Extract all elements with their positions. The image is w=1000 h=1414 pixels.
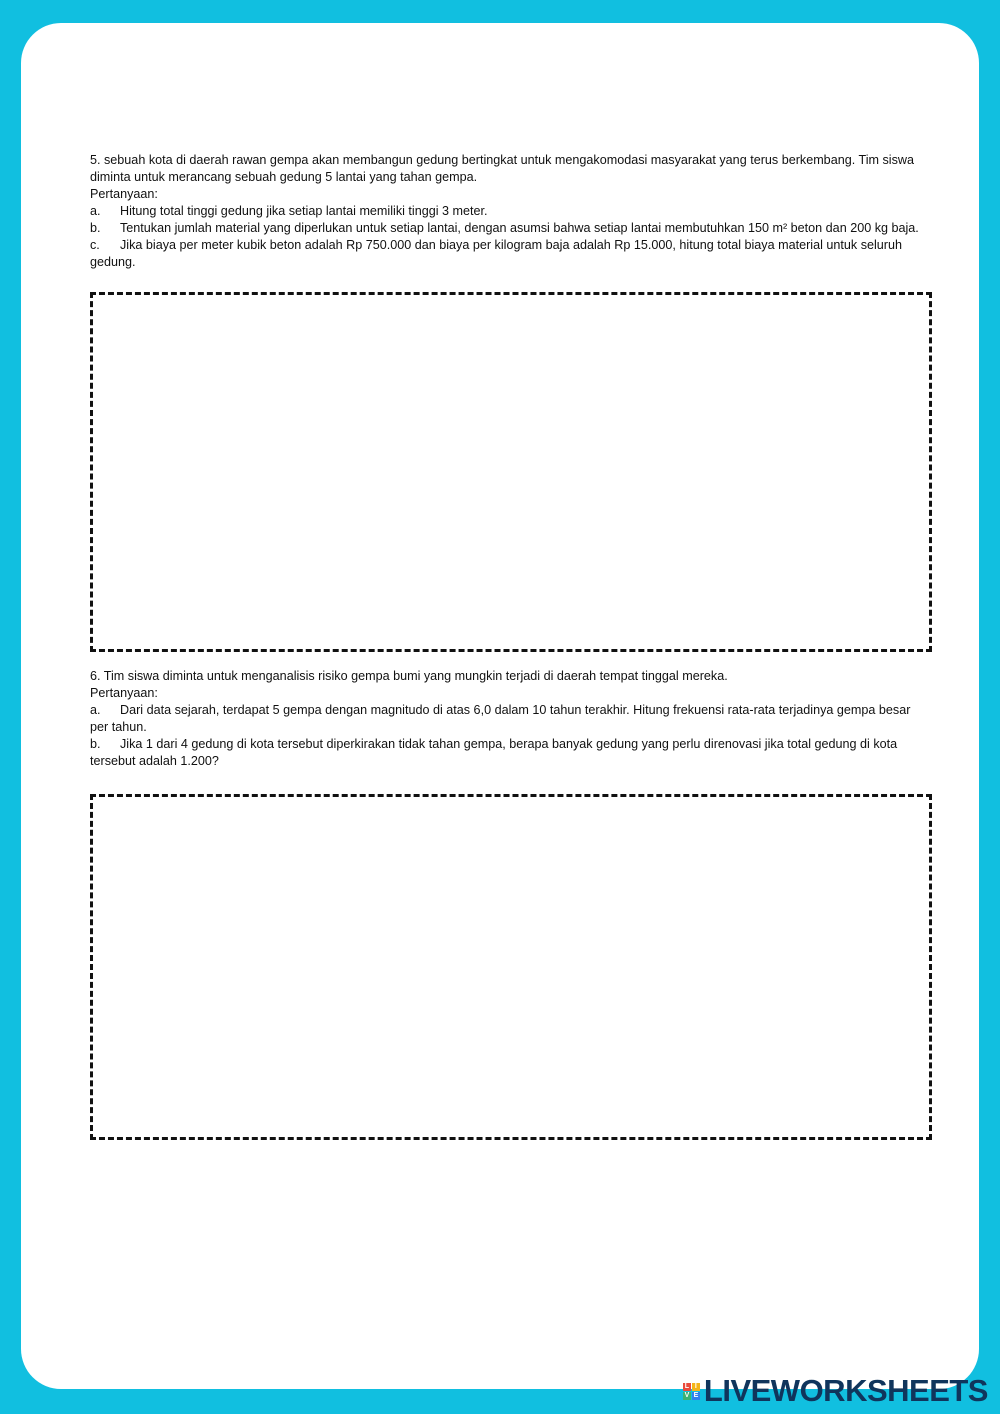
question-6-heading: Pertanyaan: bbox=[90, 686, 158, 700]
question-5-item-b: b. Tentukan jumlah material yang diperlukan untuk setiap lantai, dengan asumsi bahwa setiap lantai membutuhkan 150 m² beton dan 200 kg baja. bbox=[90, 221, 919, 235]
answer-box-5[interactable] bbox=[90, 292, 932, 652]
worksheet-page bbox=[21, 23, 979, 1389]
question-5-item-a: a. Hitung total tinggi gedung jika setiap lantai memiliki tinggi 3 meter. bbox=[90, 204, 488, 218]
question-5 bbox=[90, 152, 932, 271]
question-6 bbox=[90, 668, 932, 770]
question-5-item-c: c. Jika biaya per meter kubik beton adalah Rp 750.000 dan biaya per kilogram baja adalah Rp 15.000, hitung total biaya material untuk seluruh gedung. bbox=[90, 238, 903, 269]
question-6-item-b: b. Jika 1 dari 4 gedung di kota tersebut diperkirakan tidak tahan gempa, berapa banyak gedung yang perlu direnovasi jika total gedung di kota tersebut adalah 1.200? bbox=[90, 737, 898, 768]
question-6-intro: 6. Tim siswa diminta untuk menganalisis risiko gempa bumi yang mungkin terjadi di daerah tempat tinggal mereka. bbox=[90, 669, 728, 683]
logo-mark-letter: E bbox=[693, 1391, 699, 1399]
question-6-item-a: a. Dari data sejarah, terdapat 5 gempa dengan magnitudo di atas 6,0 dalam 10 tahun terakhir. Hitung frekuensi rata-rata terjadinya gempa besar per tahun. bbox=[90, 703, 911, 734]
logo-mark-letter: V bbox=[684, 1391, 690, 1399]
liveworksheets-logo bbox=[683, 1374, 988, 1408]
logo-mark-icon bbox=[683, 1383, 700, 1400]
answer-box-6[interactable] bbox=[90, 794, 932, 1140]
question-5-intro: 5. sebuah kota di daerah rawan gempa akan membangun gedung bertingkat untuk mengakomodasi masyarakat yang terus berkembang. Tim siswa diminta untuk merancang sebuah gedung 5 lantai yang tahan gempa. bbox=[90, 153, 914, 184]
logo-text: LIVEWORKSHEETS bbox=[703, 1373, 988, 1408]
logo-mark-letter: L bbox=[684, 1382, 690, 1390]
question-5-heading: Pertanyaan: bbox=[90, 187, 158, 201]
logo-mark-letter: I bbox=[692, 1383, 700, 1391]
